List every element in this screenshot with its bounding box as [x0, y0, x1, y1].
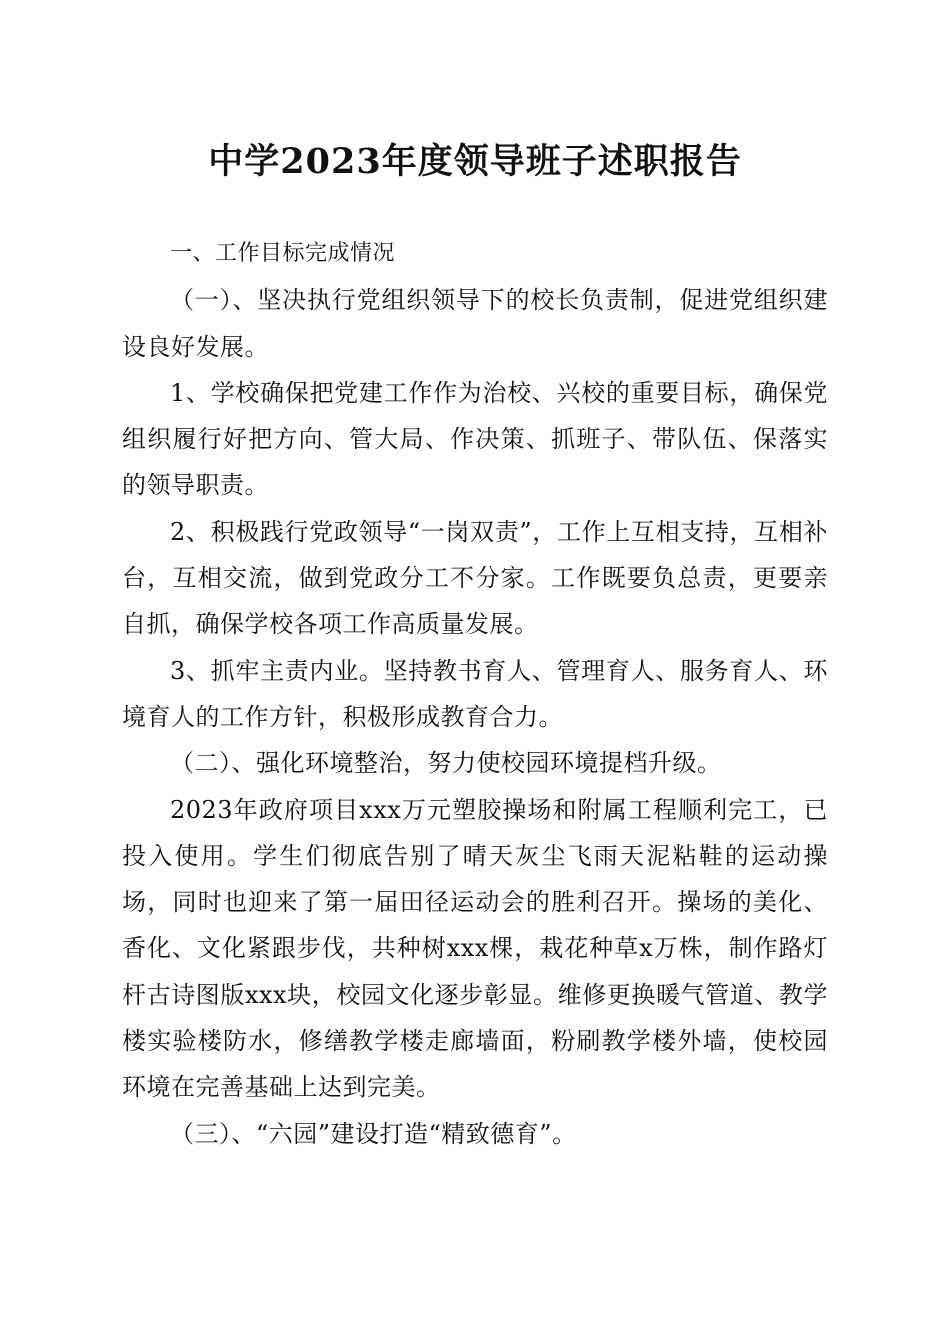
- list-item: 1、学校确保把党建工作作为治校、兴校的重要目标，确保党组织履行好把方向、管大局、作决策、抓班子、带队伍、保落实的领导职责。: [122, 378, 828, 500]
- body-paragraph: 2023年政府项目xxx万元塑胶操场和附属工程顺利完工，已投入使用。学生们彻底告别了晴天灰尘飞雨天泥粘鞋的运动操场，同时也迎来了第一届田径运动会的胜利召开。操场的美化、香化、文化紧跟步伐，共种树xxx棵，栽花种草x万株，制作路灯杆古诗图版xxx块，校园文化逐步彰显。维修更换暖气管道、教学楼实验楼防水，修缮教学楼走廊墙面，粉刷教学楼外墙，使校园环境在完善基础上达到完美。: [122, 795, 828, 1102]
- document-title: 中学2023年度领导班子述职报告: [208, 141, 742, 182]
- subsection-heading-2: （二）、强化环境整治，努力使校园环境提档升级。: [170, 749, 722, 778]
- list-item: 3、抓牢主责内业。坚持教书育人、管理育人、服务育人、环境育人的工作方针，积极形成教育合力。: [122, 656, 828, 731]
- list-item: 2、积极践行党政领导“一岗双责”，工作上互相支持，互相补台，互相交流，做到党政分工不分家。工作既要负总责，更要亲自抓，确保学校各项工作高质量发展。: [122, 517, 828, 639]
- subsection-heading-3: （三）、“六园”建设打造“精致德育”。: [170, 1119, 577, 1148]
- subsection-heading-1: （一）、坚决执行党组织领导下的校长负责制，促进党组织建设良好发展。: [122, 286, 828, 361]
- section-heading: 一、工作目标完成情况: [170, 241, 396, 266]
- document-body: [122, 231, 828, 1157]
